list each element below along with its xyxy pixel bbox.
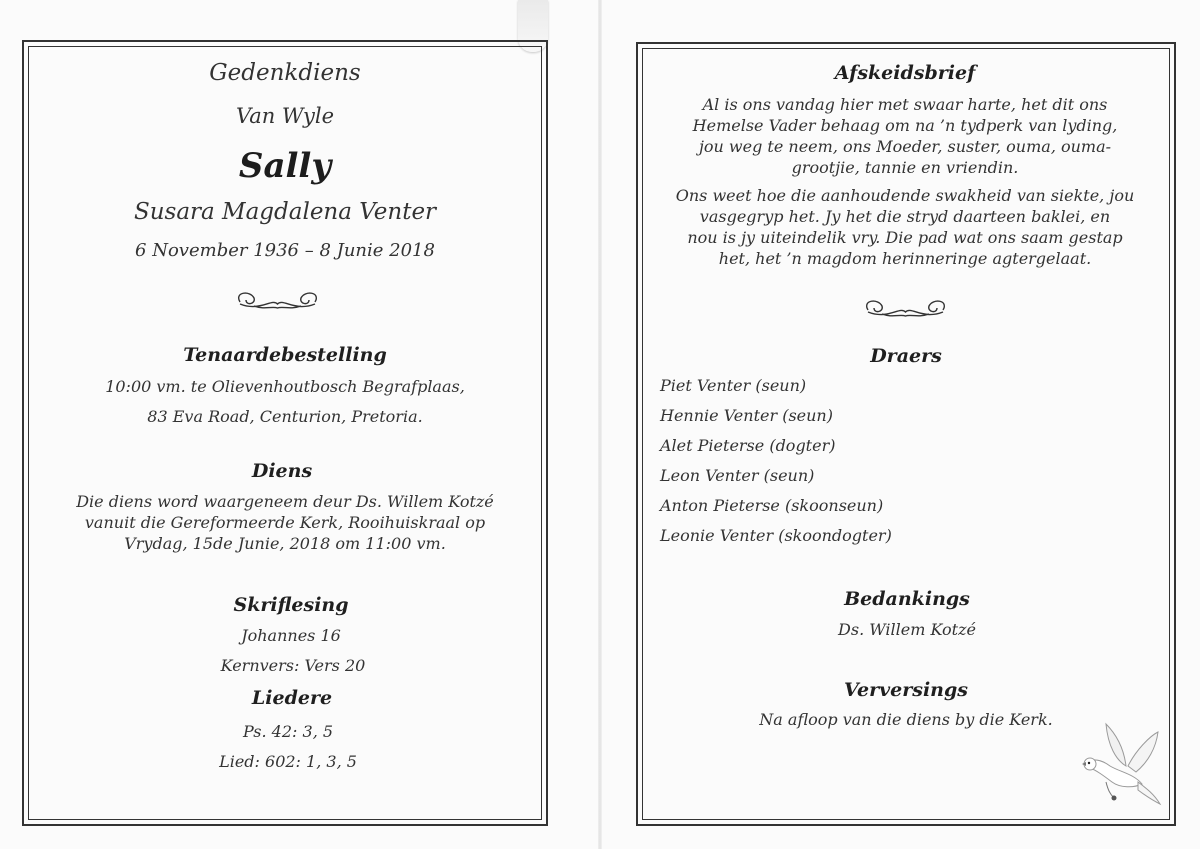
service-line-3: Vrydag, 15de Junie, 2018 om 11:00 vm. — [124, 534, 446, 553]
songs-line-2: Lied: 602: 1, 3, 5 — [219, 752, 357, 771]
burial-title: Tenaardebestelling — [183, 344, 387, 366]
service-line-2: vanuit die Gereformeerde Kerk, Rooihuiskraal op — [84, 513, 486, 532]
reading-title: Skriflesing — [233, 594, 349, 616]
flourish-ornament-icon — [230, 288, 325, 316]
memorial-heading: Gedenkdiens — [209, 60, 361, 86]
farewell-p2-line: het, het ’n magdom herinneringe agtergelaat. — [718, 249, 1092, 268]
reading-line-1: Johannes 16 — [241, 626, 341, 645]
burial-line-2: 83 Eva Road, Centurion, Pretoria. — [147, 407, 423, 426]
flourish-ornament-icon — [858, 296, 953, 324]
bearer-name: Alet Pieterse (dogter) — [660, 436, 836, 455]
bearer-name: Leon Venter (seun) — [660, 466, 815, 485]
service-line-1: Die diens word waargeneem deur Ds. Willem Kotzé — [76, 492, 494, 511]
farewell-title: Afskeidsbrief — [834, 62, 976, 84]
deceased-nickname: Sally — [238, 146, 332, 186]
bearer-name: Leonie Venter (skoondogter) — [660, 526, 892, 545]
thanks-line-1: Ds. Willem Kotzé — [838, 620, 976, 639]
farewell-p1-line: grootjie, tannie en vriendin. — [791, 158, 1019, 177]
dove-icon — [1076, 714, 1162, 806]
bearers-title: Draers — [870, 345, 942, 367]
bearer-name: Piet Venter (seun) — [660, 376, 807, 395]
farewell-p1-line: Al is ons vandag hier met swaar harte, het dit ons — [702, 95, 1108, 114]
memorial-subheading: Van Wyle — [235, 104, 335, 128]
refreshments-title: Verversings — [844, 679, 968, 701]
reading-line-2: Kernvers: Vers 20 — [220, 656, 366, 675]
burial-line-1: 10:00 vm. te Olievenhoutbosch Begrafplaas, — [105, 377, 465, 396]
bearer-name: Hennie Venter (seun) — [660, 406, 833, 425]
life-dates: 6 November 1936 – 8 Junie 2018 — [135, 240, 435, 261]
farewell-p2-line: vasgegryp het. Jy het die stryd daarteen baklei, en — [699, 207, 1111, 226]
deceased-full-name: Susara Magdalena Venter — [133, 199, 437, 225]
service-title: Diens — [251, 460, 313, 482]
songs-line-1: Ps. 42: 3, 5 — [242, 722, 334, 741]
bearer-name: Anton Pieterse (skoonseun) — [660, 496, 884, 515]
thanks-title: Bedankings — [844, 588, 970, 610]
farewell-p2-line: nou is jy uiteindelik vry. Die pad wat ons saam gestap — [687, 228, 1123, 247]
farewell-p2-line: Ons weet hoe die aanhoudende swakheid van siekte, jou — [675, 186, 1135, 205]
farewell-p1-line: jou weg te neem, ons Moeder, suster, ouma, ouma- — [698, 137, 1112, 156]
page-fold — [598, 0, 602, 849]
refreshments-line-1: Na afloop van die diens by die Kerk. — [759, 710, 1053, 729]
songs-title: Liedere — [251, 687, 333, 709]
farewell-p1-line: Hemelse Vader behaag om na ’n tydperk van lyding, — [692, 116, 1118, 135]
